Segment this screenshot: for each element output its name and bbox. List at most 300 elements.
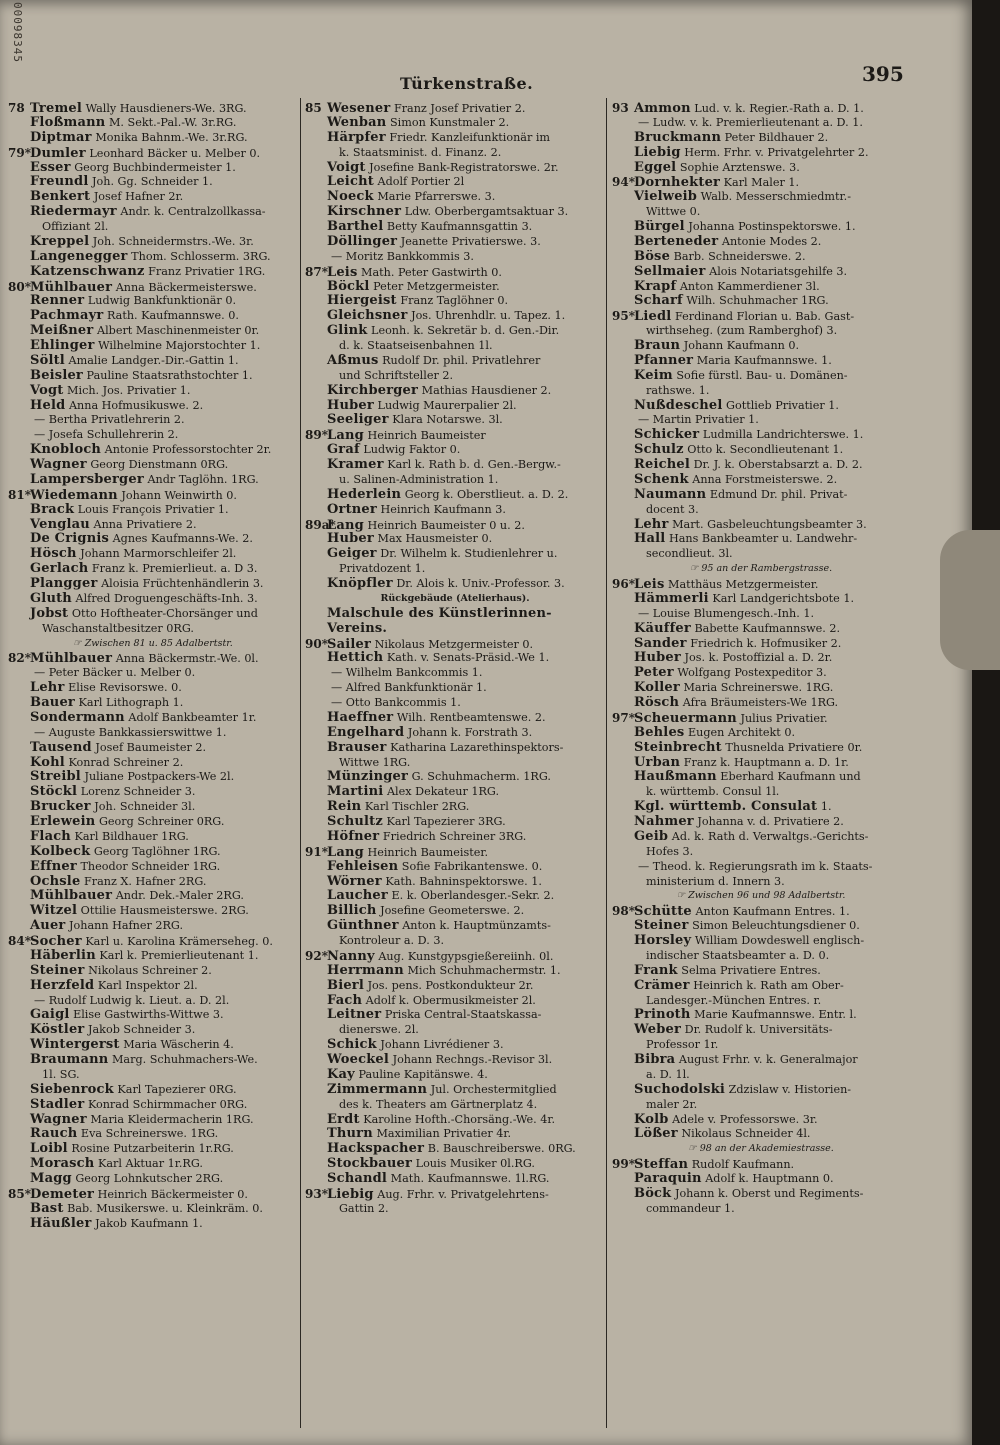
directory-entry	[8, 562, 298, 577]
resident-details: Josefine Geometerswe. 2.	[380, 904, 525, 918]
directory-entry	[8, 399, 298, 414]
resident-details: Agnes Kaufmanns-We. 2.	[112, 532, 253, 546]
directory-entry	[8, 324, 298, 339]
resident-details: Anton Kammerdiener 3l.	[679, 279, 820, 293]
entry-continuation: und Schriftsteller 2.	[339, 368, 454, 382]
directory-entry	[8, 756, 298, 771]
resident-details: Franz Josef Privatier 2.	[393, 102, 526, 115]
location-note: ☞ Zwischen 81 u. 85 Adalbertstr.	[73, 637, 233, 649]
resident-details: Karl Lithograph 1.	[78, 696, 184, 709]
resident-details: Mich. Jos. Privatier 1.	[67, 383, 191, 397]
directory-entry	[612, 280, 910, 295]
directory-entry	[612, 428, 910, 443]
resident-surname: Hettich	[327, 651, 384, 666]
resident-details: Konrad Schirmmacher 0RG.	[87, 1097, 248, 1111]
resident-details: Karl Inspektor 2l.	[97, 978, 198, 992]
directory-entry	[8, 1127, 298, 1142]
directory-entry	[8, 339, 298, 354]
resident-details: Barb. Schneiderswe. 2.	[673, 249, 806, 263]
resident-surname: Frank	[634, 963, 678, 978]
resident-details: Heinrich Baumeister	[367, 429, 486, 443]
directory-entry	[8, 294, 298, 309]
resident-surname: Nußdeschel	[634, 398, 723, 413]
directory-entry	[612, 473, 910, 488]
directory-entry	[305, 309, 605, 324]
directory-entry	[612, 815, 910, 830]
resident-details: Heinrich Bäckermeister 0.	[97, 1187, 248, 1201]
directory-entry	[305, 770, 605, 785]
resident-details: E. k. Oberlandesger.-Sekr. 2.	[391, 889, 555, 903]
resident-details: Andr. k. Centralzollkassa-	[120, 205, 266, 219]
resident-details: Andr Taglöhn. 1RG.	[147, 472, 259, 486]
directory-entry	[305, 1038, 605, 1053]
directory-entry	[612, 250, 910, 265]
resident-details: Albert Maschinenmeister 0r.	[97, 324, 260, 338]
directory-entry	[612, 770, 910, 785]
column-rule	[300, 98, 301, 1428]
directory-entry	[612, 101, 910, 116]
directory-entry	[8, 1172, 298, 1187]
entry-continuation: dienerswe. 2l.	[339, 1023, 419, 1037]
resident-details: Elise Revisorswe. 0.	[68, 681, 182, 695]
resident-details: Eva Schreinerswe. 1RG.	[80, 1127, 219, 1141]
directory-entry	[305, 800, 605, 815]
entry-continuation: indischer Staatsbeamter a. D. 0.	[646, 948, 830, 962]
resident-surname: Wörner	[327, 874, 382, 889]
directory-entry	[612, 518, 910, 533]
resident-details: 1.	[820, 800, 832, 814]
entry-continuation: Kontroleur a. D. 3.	[339, 934, 445, 947]
resident-details: Karoline Hofth.-Chorsäng.-We. 4r.	[363, 1112, 555, 1126]
resident-surname: Morasch	[30, 1157, 95, 1172]
resident-details: Ad. k. Rath d. Verwaltgs.-Gerichts-	[671, 829, 869, 843]
resident-surname: Paraquin	[634, 1172, 702, 1186]
directory-entry	[305, 979, 605, 994]
directory-entry	[8, 830, 298, 845]
resident-surname: Urban	[634, 755, 681, 770]
directory-entry	[8, 1098, 298, 1113]
resident-surname: Bibra	[634, 1053, 676, 1067]
resident-details: Maria Schreinerswe. 1RG.	[683, 681, 834, 695]
resident-details: Kath. Bahninspektorswe. 1.	[385, 874, 542, 888]
resident-details: Rudolf Dr. phil. Privatlehrer	[382, 353, 541, 367]
resident-surname: Schultz	[327, 815, 383, 829]
resident-details: Rudolf Kaufmann.	[691, 1158, 795, 1172]
resident-surname: Haeffner	[327, 710, 394, 725]
directory-entry	[8, 919, 298, 934]
resident-details: Aug. Frhr. v. Privatgelehrtens-	[377, 1187, 549, 1201]
resident-surname: Lehr	[30, 681, 65, 696]
resident-details: Karl Tischler 2RG.	[364, 800, 470, 814]
resident-details: Aug. Kunstgypsgießereiinh. 0l.	[378, 949, 554, 963]
resident-surname: Geiger	[327, 547, 377, 562]
resident-surname: Vielweib	[634, 190, 698, 205]
family-member-entry: — Bertha Privatlehrerin 2.	[34, 413, 185, 427]
resident-details: Alfred Droguengeschäfts-Inh. 3.	[75, 591, 258, 605]
directory-entry	[305, 220, 605, 235]
resident-surname: Benkert	[30, 190, 91, 205]
resident-surname: Scharf	[634, 294, 683, 309]
entry-continuation: secondlieut. 3l.	[646, 547, 733, 561]
resident-surname: Ammon	[634, 101, 691, 116]
column-rule	[606, 98, 607, 1428]
resident-surname: Erdt	[327, 1112, 360, 1127]
directory-entry	[612, 1083, 910, 1098]
resident-details: Friedrich k. Hofmusiker 2.	[690, 636, 842, 650]
directory-entry	[305, 190, 605, 205]
directory-column-3	[612, 101, 910, 1217]
resident-surname: Fach	[327, 993, 363, 1008]
entry-continuation: wirthseheg. (zum Ramberghof) 3.	[646, 324, 838, 338]
resident-details: Maximilian Privatier 4r.	[376, 1127, 512, 1141]
directory-entry	[8, 964, 298, 979]
resident-surname: Liebig	[634, 145, 681, 160]
directory-entry	[305, 1187, 605, 1202]
house-number: 81*	[8, 487, 31, 502]
resident-details: Johanna v. d. Privatiere 2.	[697, 815, 844, 828]
family-member-entry: — Josefa Schullehrerin 2.	[34, 428, 179, 442]
resident-surname: Tremel	[30, 101, 83, 116]
directory-entry	[305, 1008, 605, 1023]
resident-details: Elise Gastwirths-Wittwe 3.	[73, 1008, 224, 1022]
directory-entry	[8, 265, 298, 280]
resident-surname: Sander	[634, 636, 687, 651]
entry-continuation: a. D. 1l.	[646, 1067, 690, 1081]
directory-entry	[8, 696, 298, 711]
directory-entry	[305, 785, 605, 800]
resident-surname: Mühlbauer	[30, 279, 113, 295]
resident-details: Simon Beleuchtungsdiener 0.	[692, 919, 860, 933]
page-number: 395	[862, 62, 904, 86]
directory-entry	[8, 161, 298, 176]
resident-surname: Diptmar	[30, 130, 92, 145]
resident-details: Anna Privatiere 2.	[93, 517, 197, 531]
directory-entry	[612, 458, 910, 473]
resident-details: Betty Kaufmannsgattin 3.	[386, 220, 533, 233]
resident-details: Wally Hausdieners-We. 3RG.	[85, 102, 247, 115]
resident-surname: Schulz	[634, 443, 684, 458]
directory-entry	[612, 651, 910, 666]
resident-surname: Kirschner	[327, 205, 402, 220]
resident-surname: Wiedemann	[30, 487, 118, 503]
directory-entry	[305, 949, 605, 964]
resident-details: Wilh. Rentbeamtenswe. 2.	[396, 710, 546, 724]
resident-details: Anna Bäckermeisterswe.	[115, 280, 257, 294]
directory-entry	[305, 904, 605, 919]
house-number: 82*	[8, 651, 31, 666]
resident-surname: Glink	[327, 324, 368, 339]
directory-entry	[612, 1053, 910, 1068]
directory-entry	[8, 354, 298, 369]
directory-entry	[305, 830, 605, 845]
resident-surname: Dumler	[30, 145, 86, 161]
resident-details: Julius Privatier.	[740, 711, 828, 725]
resident-surname: Witzel	[30, 904, 78, 919]
resident-surname: Braumann	[30, 1053, 109, 1067]
resident-surname: Hämmerli	[634, 591, 709, 606]
resident-details: Anna Hofmusikuswe. 2.	[68, 398, 204, 412]
entry-continuation: ministerium d. Innern 3.	[646, 874, 785, 888]
house-number: 90*	[305, 636, 328, 651]
directory-entry	[305, 532, 605, 547]
directory-entry	[612, 443, 910, 458]
resident-surname: Huber	[327, 398, 374, 413]
directory-entry	[612, 1023, 910, 1038]
resident-surname: Geib	[634, 829, 669, 844]
resident-surname: Leicht	[327, 175, 374, 190]
directory-entry	[8, 949, 298, 964]
resident-details: Priska Central-Staatskassa-	[384, 1008, 542, 1022]
directory-entry	[612, 532, 910, 547]
house-number: 80*	[8, 279, 31, 294]
resident-details: Rath. Kaufmannswe. 0.	[106, 309, 239, 323]
house-number: 91*	[305, 844, 328, 859]
family-member-entry: — Martin Privatier 1.	[638, 413, 759, 427]
resident-details: Otto Hoftheater-Chorsänger und	[71, 606, 258, 620]
directory-entry	[612, 830, 910, 845]
directory-entry	[612, 711, 910, 726]
resident-surname: Crämer	[634, 978, 690, 993]
resident-details: Heinrich Kaufmann 3.	[380, 502, 506, 516]
directory-entry	[8, 979, 298, 994]
resident-surname: Riedermayr	[30, 205, 117, 220]
family-member-entry: — Rudolf Ludwig k. Lieut. a. D. 2l.	[34, 993, 230, 1007]
resident-surname: Nahmer	[634, 815, 694, 829]
resident-surname: Renner	[30, 294, 85, 309]
resident-surname: Esser	[30, 160, 71, 175]
directory-entry	[8, 607, 298, 622]
directory-entry	[612, 637, 910, 652]
resident-surname: Laucher	[327, 889, 388, 904]
resident-details: Ludwig Maurerpalier 2l.	[377, 398, 517, 412]
resident-surname: Fehleisen	[327, 859, 399, 874]
resident-surname: Scheuermann	[634, 710, 737, 726]
directory-entry	[8, 651, 298, 666]
resident-details: Mich Schuhmachermstr. 1.	[407, 963, 561, 977]
directory-entry	[8, 131, 298, 146]
resident-details: Klara Notarswe. 3l.	[392, 413, 503, 427]
resident-surname: Voigt	[327, 160, 366, 175]
resident-details: Jos. k. Postoffizial a. D. 2r.	[684, 651, 833, 665]
resident-details: Karl Bildhauer 1RG.	[74, 829, 189, 843]
resident-surname: Wenban	[327, 115, 387, 130]
directory-entry	[8, 1187, 298, 1202]
house-number: 85*	[8, 1186, 31, 1201]
directory-entry	[612, 175, 910, 190]
directory-entry	[8, 532, 298, 547]
directory-entry	[612, 681, 910, 696]
directory-entry	[8, 116, 298, 131]
directory-entry	[8, 577, 298, 592]
house-number: 97*	[612, 710, 635, 725]
resident-surname: Gerlach	[30, 562, 89, 577]
resident-details: Georg Lohnkutscher 2RG.	[75, 1172, 224, 1185]
resident-surname: Hiergeist	[327, 294, 397, 309]
resident-surname: Böck	[634, 1186, 672, 1201]
resident-details: William Dowdeswell englisch-	[694, 934, 865, 947]
resident-details: Jul. Orchestermitglied	[430, 1082, 557, 1096]
resident-surname: Stockbauer	[327, 1157, 413, 1172]
directory-entry	[612, 190, 910, 205]
resident-surname: Nanny	[327, 948, 375, 964]
resident-details: Selma Privatiere Entres.	[681, 963, 821, 977]
resident-details: Maria Kaufmannswe. 1.	[696, 353, 832, 367]
resident-surname: Langenegger	[30, 249, 128, 264]
resident-details: Bab. Musikerswe. u. Kleinkräm. 0.	[67, 1201, 263, 1215]
directory-entry	[8, 860, 298, 875]
resident-details: Babette Kaufmannswe. 2.	[694, 621, 841, 635]
resident-details: Ottilie Hausmeisterswe. 2RG.	[80, 904, 249, 918]
directory-entry	[8, 547, 298, 562]
resident-surname: Malschule des Künstlerinnen-	[327, 606, 552, 621]
resident-surname: Sailer	[327, 636, 372, 652]
resident-details: Mathias Hausdiener 2.	[421, 383, 552, 397]
entry-continuation: Waschanstaltbesitzer 0RG.	[42, 621, 194, 635]
resident-details: Friedr. Kanzleifunktionär im	[389, 130, 551, 144]
resident-surname: Bauer	[30, 696, 75, 710]
resident-surname: Steiner	[30, 963, 85, 978]
resident-surname: Mühlbauer	[30, 889, 113, 904]
resident-details: Johann Weinwirth 0.	[121, 488, 237, 502]
resident-details: Ferdinand Florian u. Bab. Gast-	[674, 310, 855, 324]
directory-entry	[612, 1127, 910, 1142]
house-number: 95*	[612, 309, 635, 324]
resident-details: Johann Hafner 2RG.	[69, 919, 184, 933]
directory-entry	[305, 428, 605, 443]
resident-details: Karl Aktuar 1r.RG.	[97, 1157, 203, 1171]
resident-details: Eugen Architekt 0.	[688, 725, 796, 739]
resident-surname: Kay	[327, 1067, 355, 1082]
directory-entry	[305, 101, 605, 116]
directory-entry	[305, 1113, 605, 1128]
resident-details: Adolf Bankbeamter 1r.	[128, 710, 257, 724]
resident-surname: Gluth	[30, 591, 72, 606]
directory-entry	[612, 577, 910, 592]
directory-entry	[8, 785, 298, 800]
resident-surname: Leis	[634, 577, 665, 592]
resident-surname: Ehlinger	[30, 339, 95, 353]
resident-surname: Lößer	[634, 1127, 678, 1142]
directory-entry	[8, 592, 298, 607]
resident-details: Franz Privatier 1RG.	[148, 264, 266, 278]
directory-entry	[305, 889, 605, 904]
resident-details: Max Hausmeister 0.	[377, 532, 493, 546]
directory-entry	[8, 443, 298, 458]
resident-details: Otto k. Secondlieutenant 1.	[687, 443, 844, 457]
resident-details: Juliane Postpackers-We 2l.	[84, 770, 235, 784]
resident-details: G. Schuhmacherm. 1RG.	[411, 770, 551, 784]
family-member-entry: — Wilhelm Bankcommis 1.	[331, 666, 483, 680]
resident-surname: Bürgel	[634, 220, 685, 234]
resident-surname: Katzenschwanz	[30, 264, 145, 279]
directory-column-2	[305, 101, 605, 1217]
directory-entry	[305, 577, 605, 592]
directory-entry	[305, 1068, 605, 1083]
directory-entry	[305, 607, 605, 622]
directory-entry	[8, 889, 298, 904]
directory-entry	[612, 934, 910, 949]
location-note: ☞ 98 an der Akademiestrasse.	[688, 1143, 834, 1155]
resident-surname: Bast	[30, 1201, 64, 1216]
resident-details: Jeanette Privatierswe. 3.	[400, 234, 541, 248]
resident-details: Josefine Bank-Registratorswe. 2r.	[369, 160, 559, 174]
resident-details: Afra Bräumeisters-We 1RG.	[682, 696, 839, 709]
directory-entry	[8, 904, 298, 919]
directory-entry	[8, 1157, 298, 1172]
resident-surname: Leitner	[327, 1008, 382, 1023]
resident-surname: Knobloch	[30, 443, 102, 458]
entry-continuation: commandeur 1.	[646, 1201, 735, 1215]
resident-details: Math. Peter Gastwirth 0.	[361, 265, 502, 279]
family-member-entry: — Peter Bäcker u. Melber 0.	[34, 666, 196, 680]
directory-entry	[8, 1053, 298, 1068]
directory-entry	[8, 1038, 298, 1053]
resident-details: Sofie Fabrikantenswe. 0.	[401, 859, 543, 873]
directory-entry	[612, 919, 910, 934]
resident-details: Hans Bankbeamter u. Landwehr-	[668, 532, 858, 546]
running-head: Türkenstraße.	[400, 74, 534, 93]
resident-surname: Steiner	[634, 919, 689, 934]
resident-surname: Münzinger	[327, 770, 409, 785]
resident-details: Heinrich Baumeister 0 u. 2.	[367, 518, 525, 532]
resident-surname: Koller	[634, 681, 680, 696]
resident-details: Josef Hafner 2r.	[93, 190, 184, 204]
directory-entry	[612, 1008, 910, 1023]
directory-entry	[612, 741, 910, 756]
resident-surname: Kohl	[30, 755, 65, 770]
resident-details: Marie Pfarrerswe. 3.	[377, 190, 496, 204]
family-member-entry: — Ludw. v. k. Premierlieutenant a. D. 1.	[638, 115, 863, 129]
directory-entry	[305, 547, 605, 562]
directory-entry	[612, 696, 910, 711]
resident-details: Karl Maler 1.	[723, 176, 800, 190]
family-member-entry: — Alfred Bankfunktionär 1.	[331, 681, 487, 695]
resident-surname: Stöckl	[30, 785, 78, 800]
resident-surname: Lampersberger	[30, 472, 144, 487]
directory-entry	[305, 413, 605, 428]
resident-surname: Naumann	[634, 487, 707, 502]
family-member-entry: — Theod. k. Regierungsrath im k. Staats-	[638, 859, 873, 873]
resident-surname: Kolbeck	[30, 844, 91, 859]
resident-surname: Steinbrecht	[634, 740, 722, 755]
family-member-entry: — Moritz Bankkommis 3.	[331, 249, 474, 263]
directory-entry	[305, 726, 605, 741]
resident-surname: Keim	[634, 368, 673, 383]
directory-entry	[8, 875, 298, 890]
resident-details: Zdzislaw v. Historien-	[728, 1082, 852, 1096]
entry-continuation: rathswe. 1.	[646, 383, 710, 397]
resident-details: Aloisia Früchtenhändlerin 3.	[101, 577, 264, 590]
entry-continuation: k. württemb. Consul 1l.	[646, 785, 780, 799]
directory-entry	[612, 592, 910, 607]
resident-details: Johann k. Forstrath 3.	[407, 725, 533, 739]
entry-continuation: d. k. Staatseisenbahnen 1l.	[339, 339, 493, 352]
resident-surname: Brack	[30, 502, 75, 517]
resident-details: Lorenz Schneider 3.	[80, 785, 196, 799]
directory-entry	[612, 756, 910, 771]
directory-entry	[305, 637, 605, 652]
directory-entry	[612, 666, 910, 681]
resident-surname: Ochsle	[30, 874, 81, 889]
resident-details: Joh. Schneidermstrs.-We. 3r.	[92, 234, 254, 248]
resident-surname: Floßmann	[30, 115, 106, 130]
directory-entry	[305, 458, 605, 473]
resident-details: Simon Kunstmaler 2.	[390, 115, 510, 129]
house-number: 87*	[305, 264, 328, 279]
resident-surname: Demeter	[30, 1186, 95, 1202]
house-number: 94*	[612, 175, 635, 190]
resident-details: Katharina Lazarethinspektors-	[390, 740, 564, 754]
